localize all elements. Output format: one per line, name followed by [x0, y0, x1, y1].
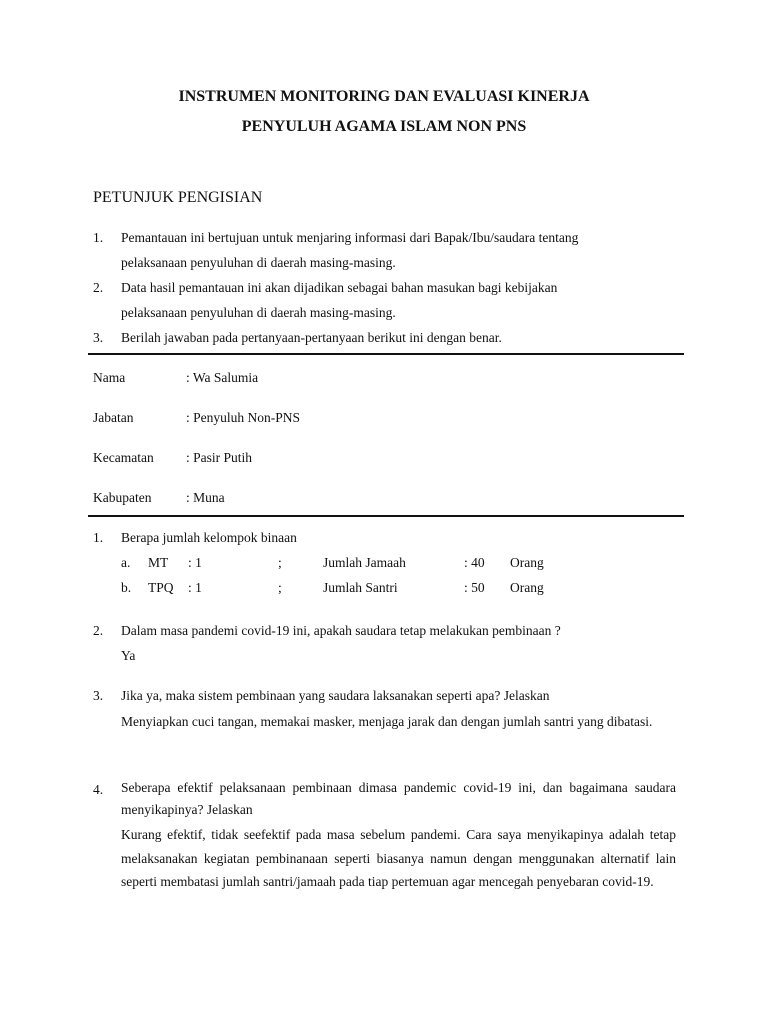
group-name: MT: [148, 555, 169, 570]
group-member-label: Jumlah Santri: [323, 580, 398, 595]
group-member-unit: Orang: [510, 555, 544, 570]
identity-label: Nama: [93, 370, 126, 385]
answer-text: Menyiapkan cuci tangan, memakai masker, menjaga jarak dan dengan jumlah santri yang dibatasi.: [121, 714, 653, 729]
question-number: 1.: [93, 530, 104, 545]
group-member-unit: Orang: [510, 580, 544, 595]
instruction-text: pelaksanaan penyuluhan di daerah masing-masing.: [121, 255, 396, 270]
group-letter: b.: [121, 580, 132, 595]
group-separator: ;: [278, 580, 282, 595]
identity-label: Jabatan: [93, 410, 134, 425]
question-text: Berapa jumlah kelompok binaan: [121, 530, 297, 545]
group-member-label: Jumlah Jamaah: [323, 555, 406, 570]
answer-text: Kurang efektif, tidak seefektif pada masa sebelum pandemi. Cara saya menyikapinya adalah tetap melaksanakan kegiatan pembinanaan seperti biasanya namun dengan menggunakan alternatif lain seperti membatasi jumlah santri/jamaah pada tiap pertemuan agar mencegah penyebaran covid-19.: [121, 827, 676, 889]
answer-text: Ya: [121, 648, 136, 663]
question-text: Jika ya, maka sistem pembinaan yang saudara laksanakan seperti apa? Jelaskan: [121, 688, 550, 703]
instruction-text: pelaksanaan penyuluhan di daerah masing-masing.: [121, 305, 396, 320]
question-number: 2.: [93, 623, 104, 638]
document-title-line-2: PENYULUH AGAMA ISLAM NON PNS: [241, 118, 527, 135]
identity-value: : Wa Salumia: [186, 370, 259, 385]
identity-value: : Muna: [186, 490, 225, 505]
identity-value: : Pasir Putih: [186, 450, 253, 465]
divider-rule: [88, 353, 684, 355]
instruction-text: Data hasil pemantauan ini akan dijadikan sebagai bahan masukan bagi kebijakan: [121, 280, 558, 295]
identity-label: Kabupaten: [93, 490, 152, 505]
group-member-value: : 40: [464, 555, 485, 570]
question-text: Dalam masa pandemi covid-19 ini, apakah saudara tetap melakukan pembinaan ?: [121, 623, 561, 638]
group-separator: ;: [278, 555, 282, 570]
identity-label: Kecamatan: [93, 450, 154, 465]
document-title-line-1: INSTRUMEN MONITORING DAN EVALUASI KINERJA: [178, 88, 590, 105]
divider-rule: [88, 515, 684, 517]
group-count: : 1: [188, 555, 202, 570]
identity-value: : Penyuluh Non-PNS: [186, 410, 301, 425]
group-letter: a.: [121, 555, 131, 570]
instruction-text: Pemantauan ini bertujuan untuk menjaring informasi dari Bapak/Ibu/saudara tentang: [121, 230, 579, 245]
instruction-number: 2.: [93, 280, 104, 295]
instruction-number: 3.: [93, 330, 104, 345]
instruction-text: Berilah jawaban pada pertanyaan-pertanyaan berikut ini dengan benar.: [121, 330, 502, 345]
instructions-heading: PETUNJUK PENGISIAN: [93, 189, 263, 206]
question-number: 3.: [93, 688, 104, 703]
group-member-value: : 50: [464, 580, 485, 595]
question-number: 4.: [93, 782, 104, 797]
instruction-number: 1.: [93, 230, 104, 245]
question-text: Seberapa efektif pelaksanaan pembinaan dimasa pandemic covid-19 ini, dan bagaimana saudara menyikapinya? Jelaskan: [121, 780, 676, 817]
group-count: : 1: [188, 580, 202, 595]
group-name: TPQ: [148, 580, 174, 595]
